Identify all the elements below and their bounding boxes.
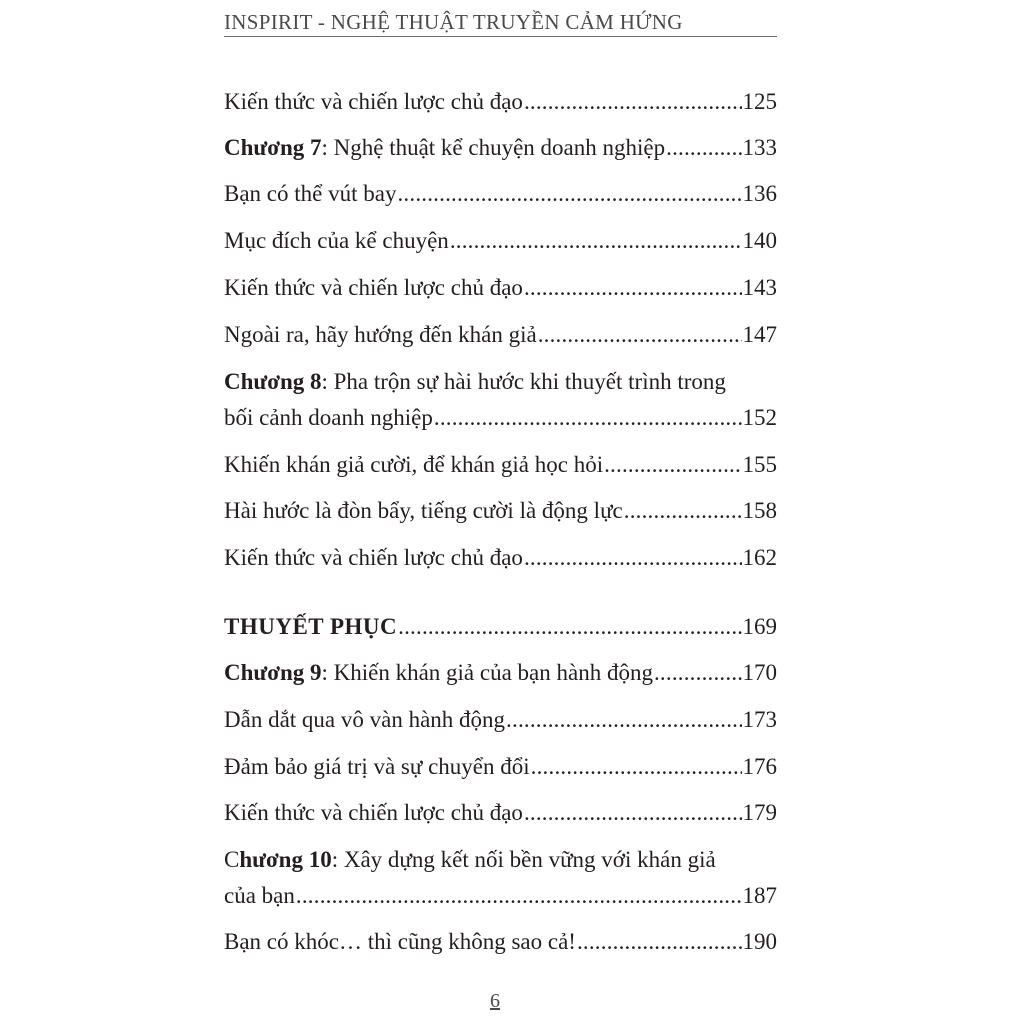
dot-leader: [296, 881, 742, 911]
toc-page-number: 140: [742, 228, 777, 253]
toc-entry-title: Đảm bảo giá trị và sự chuyển đổi: [224, 754, 530, 779]
toc-entry-title: Bạn có khóc… thì cũng không sao cả!: [224, 929, 576, 954]
dot-leader: [524, 87, 742, 117]
chapter-title: Nghệ thuật kể chuyện doanh nghiệp: [333, 135, 666, 160]
chapter-title: Khiến khán giả của bạn hành động: [333, 660, 653, 685]
dot-leader: [531, 752, 742, 782]
dot-leader: [538, 320, 742, 350]
toc-entry-title: [224, 658, 653, 688]
toc-section-entry: [224, 612, 777, 642]
chapter-title-line2: của bạn: [224, 883, 295, 908]
dot-leader: [506, 705, 741, 735]
toc-entry: [224, 927, 777, 957]
toc-page-number: 162: [742, 545, 777, 570]
toc-entry-title: Kiến thức và chiến lược chủ đạo: [224, 545, 523, 570]
chapter-title-line1: Pha trộn sự hài hước khi thuyết trình trong: [333, 369, 726, 394]
chapter-label: Chương 8: [224, 369, 322, 394]
dot-leader: [624, 496, 742, 526]
chapter-label: hương 10: [239, 847, 332, 872]
dot-leader: [434, 403, 742, 433]
dot-leader: [524, 543, 742, 573]
toc-page-number: 147: [742, 322, 777, 347]
chapter-separator: :: [321, 369, 334, 394]
toc-page-number: 155: [742, 452, 777, 477]
toc-entry-title: Mục đích của kể chuyện: [224, 228, 449, 253]
toc-page-number: 170: [742, 660, 777, 685]
section-title: THUYẾT PHỤC: [224, 614, 398, 639]
page-number: 6: [490, 990, 500, 1012]
toc-page-number: 179: [742, 800, 777, 825]
toc-page-number: 169: [742, 614, 777, 639]
toc-entry: [224, 705, 777, 735]
toc-page-number: 187: [742, 883, 777, 908]
dot-leader: [397, 179, 741, 209]
toc-entry: [224, 320, 777, 350]
chapter-title-line2: bối cảnh doanh nghiệp: [224, 405, 433, 430]
toc-chapter-entry: [224, 845, 777, 911]
chapter-title-line1: Xây dựng kết nối bền vững với khán giả: [343, 847, 716, 872]
toc-chapter-entry: [224, 658, 777, 688]
dot-leader: [524, 273, 742, 303]
toc-page-number: 158: [742, 498, 777, 523]
chapter-separator: :: [321, 660, 334, 685]
toc-chapter-entry: [224, 133, 777, 163]
dot-leader: [666, 133, 741, 163]
toc-entry-title: [224, 133, 665, 163]
chapter-separator: :: [321, 135, 334, 160]
toc-entry: [224, 543, 777, 573]
toc-entry-title: Khiến khán giả cười, để khán giả học hỏi: [224, 452, 604, 477]
toc-entry: [224, 273, 777, 303]
running-header: INSPIRIT - NGHỆ THUẬT TRUYỀN CẢM HỨNG: [224, 10, 683, 34]
chapter-label-initial: C: [224, 847, 240, 872]
toc-entry-title: Ngoài ra, hãy hướng đến khán giả: [224, 322, 537, 347]
chapter-separator: :: [331, 847, 344, 872]
header-rule: [224, 36, 777, 37]
toc-entry-title: Kiến thức và chiến lược chủ đạo: [224, 89, 523, 114]
toc-entry: [224, 798, 777, 828]
toc-entry-title: Kiến thức và chiến lược chủ đạo: [224, 800, 523, 825]
toc-entry: [224, 179, 777, 209]
toc-entry-title: Dẫn dắt qua vô vàn hành động: [224, 707, 506, 732]
toc-page-number: 136: [742, 181, 777, 206]
toc-entry-title: Bạn có thể vút bay: [224, 181, 397, 206]
dot-leader: [524, 798, 742, 828]
dot-leader: [450, 226, 742, 256]
dot-leader: [398, 612, 741, 642]
chapter-label: Chương 7: [224, 135, 322, 160]
dot-leader: [654, 658, 742, 688]
toc-page-number: 143: [742, 275, 777, 300]
toc-entry: [224, 87, 777, 117]
toc-page-number: 176: [742, 754, 777, 779]
toc-entry: [224, 496, 777, 526]
toc-page-number: 125: [742, 89, 777, 114]
toc-entry-title: Hài hước là đòn bẩy, tiếng cười là động lực: [224, 498, 623, 523]
toc-page-number: 133: [742, 135, 777, 160]
toc-chapter-entry: [224, 367, 777, 433]
chapter-label: Chương 9: [224, 660, 322, 685]
dot-leader: [577, 927, 742, 957]
toc-entry-title: Kiến thức và chiến lược chủ đạo: [224, 275, 523, 300]
dot-leader: [604, 450, 741, 480]
toc-entry: [224, 226, 777, 256]
toc-entry: [224, 752, 777, 782]
toc-page-number: 190: [742, 929, 777, 954]
toc-page-number: 173: [742, 707, 777, 732]
toc-page-number: 152: [742, 405, 777, 430]
toc-entry: [224, 450, 777, 480]
